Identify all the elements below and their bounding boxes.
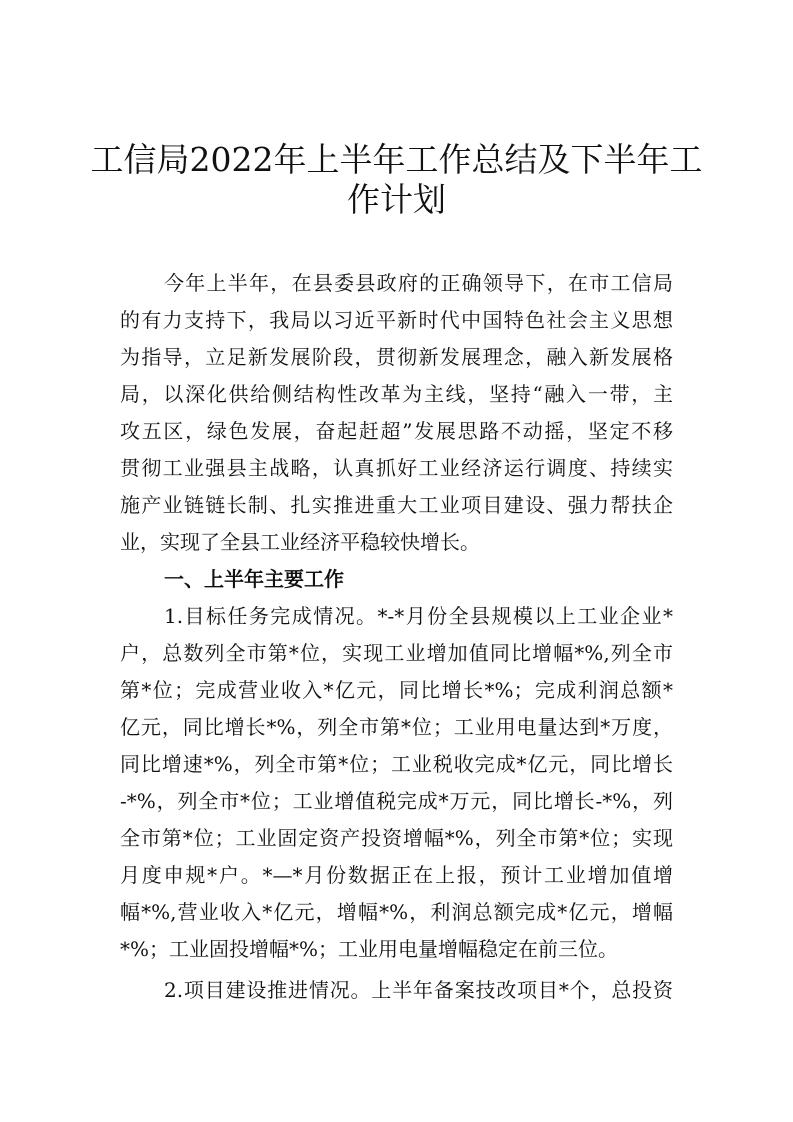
text-line: 业，实现了全县工业经济平稳较快增长。 [120, 530, 480, 554]
text-line: 贯彻工业强县主战略，认真抓好工业经济运行调度、持续实 [120, 456, 673, 480]
section-heading: 一、上半年主要工作 [164, 567, 344, 591]
item-2-paragraph [120, 972, 673, 1009]
text-line: 户，总数列全市第*位，实现工业增加值同比增幅*%,列全市 [120, 641, 673, 665]
text-line: 同比增速*%，列全市第*位；工业税收完成*亿元，同比增长 [120, 752, 673, 776]
text-line: 的有力支持下，我局以习近平新时代中国特色社会主义思想 [120, 308, 673, 332]
text-line: 攻五区，绿色发展，奋起赶超”发展思路不动摇，坚定不移 [120, 419, 673, 443]
text-line: 1.目标任务完成情况。*-*月份全县规模以上工业企业* [164, 604, 673, 628]
text-line: -*%，列全市*位；工业增值税完成*万元，同比增长-*%，列 [120, 789, 673, 813]
text-line: 幅*%,营业收入*亿元，增幅*%，利润总额完成*亿元，增幅 [120, 900, 673, 924]
text-line: 今年上半年，在县委县政府的正确领导下，在市工信局 [164, 271, 673, 295]
text-line: 亿元，同比增长*%，列全市第*位；工业用电量达到*万度， [120, 715, 673, 739]
text-line: 施产业链链长制、扎实推进重大工业项目建设、强力帮扶企 [120, 493, 673, 517]
text-line: 月度申规*户。*—*月份数据正在上报，预计工业增加值增 [120, 863, 673, 887]
document-title-line-2: 作计划 [347, 180, 446, 219]
item-1-paragraph [120, 598, 673, 968]
text-line: 为指导，立足新发展阶段，贯彻新发展理念，融入新发展格 [120, 345, 673, 369]
text-line: 第*位；完成营业收入*亿元，同比增长*%；完成利润总额* [120, 678, 673, 702]
document-title-line-1: 工信局2022年上半年工作总结及下半年工 [90, 140, 703, 179]
text-line: 全市第*位；工业固定资产投资增幅*%，列全市第*位；实现 [120, 826, 673, 850]
document-body [120, 265, 673, 1009]
text-line: 2.项目建设推进情况。上半年备案技改项目*个，总投资 [164, 978, 673, 1002]
text-line: 局，以深化供给侧结构性改革为主线，坚持“融入一带，主 [120, 382, 673, 406]
intro-paragraph [120, 265, 673, 561]
text-line: *%；工业固投增幅*%；工业用电量增幅稳定在前三位。 [120, 937, 619, 961]
